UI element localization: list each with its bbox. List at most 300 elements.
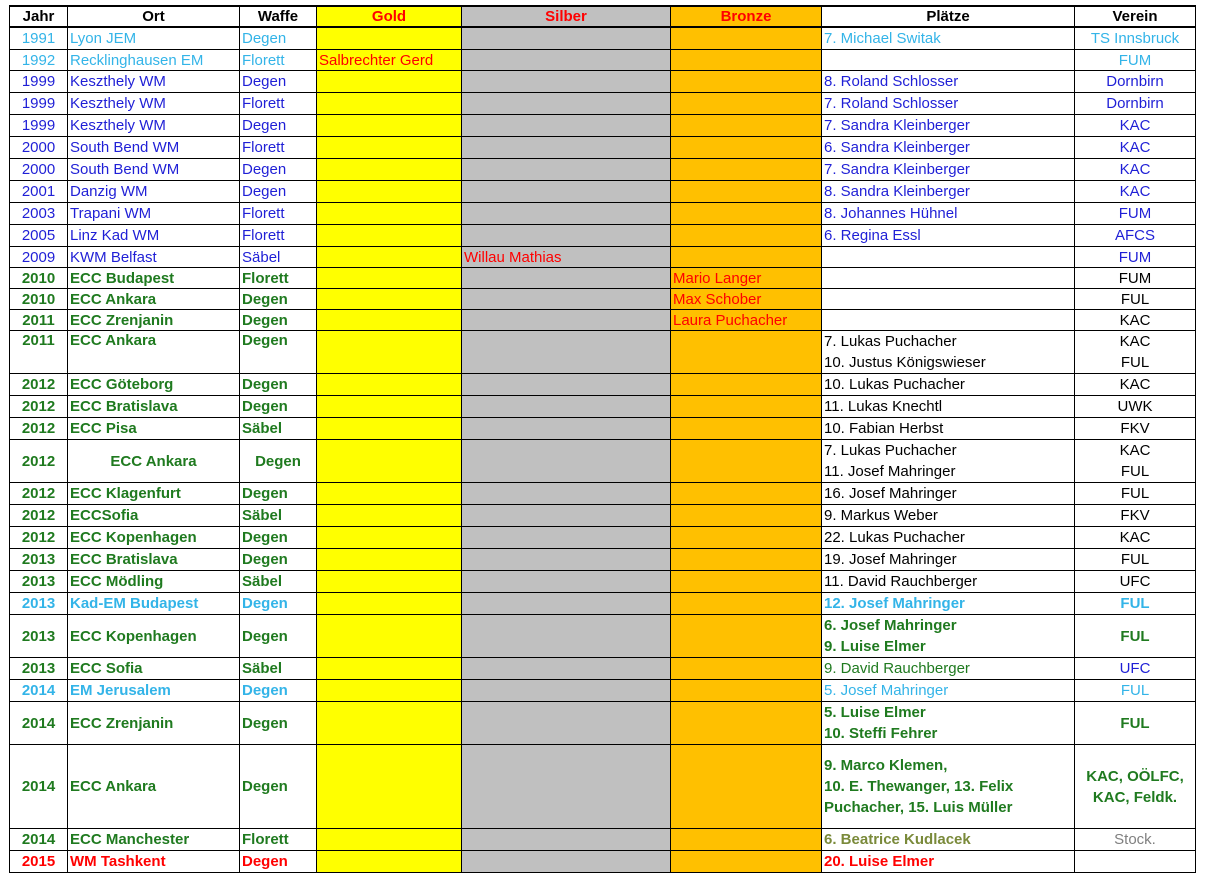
cell-bronze xyxy=(671,50,822,71)
cell-ort: ECC Zrenjanin xyxy=(68,702,240,745)
cell-verein: FUL xyxy=(1075,289,1196,310)
cell-gold xyxy=(317,289,462,310)
cell-plaetze xyxy=(822,137,1075,159)
cell-waffe: Degen xyxy=(240,27,317,50)
cell-gold xyxy=(317,851,462,873)
cell-ort: Danzig WM xyxy=(68,181,240,203)
cell-verein: UWK xyxy=(1075,396,1196,418)
plaetze-line: 10. Fabian Herbst xyxy=(824,420,944,437)
cell-plaetze xyxy=(822,159,1075,181)
cell-jahr: 2013 xyxy=(10,549,68,571)
table-row xyxy=(10,225,1196,247)
cell-bronze xyxy=(671,440,822,483)
cell-ort: Keszthely WM xyxy=(68,93,240,115)
table-row xyxy=(10,418,1196,440)
verein-line: KAC, OÖLFC, xyxy=(1086,767,1184,785)
cell-waffe: Degen xyxy=(240,289,317,310)
cell-silber xyxy=(462,27,671,50)
cell-plaetze xyxy=(822,331,1075,374)
cell-ort: ECC Sofia xyxy=(68,658,240,680)
plaetze-line: 16. Josef Mahringer xyxy=(824,485,957,502)
cell-jahr: 2005 xyxy=(10,225,68,247)
table-row xyxy=(10,527,1196,549)
cell-ort: ECC Ankara xyxy=(68,331,240,374)
table-row xyxy=(10,159,1196,181)
header-verein: Verein xyxy=(1075,6,1196,27)
cell-ort: Lyon JEM xyxy=(68,27,240,50)
cell-waffe: Säbel xyxy=(240,418,317,440)
cell-jahr: 2000 xyxy=(10,137,68,159)
cell-silber xyxy=(462,571,671,593)
cell-gold: Salbrechter Gerd xyxy=(317,50,462,71)
cell-plaetze xyxy=(822,27,1075,50)
cell-plaetze xyxy=(822,247,1075,268)
cell-verein xyxy=(1075,440,1196,483)
plaetze-line: Puchacher, 15. Luis Müller xyxy=(824,799,1013,816)
plaetze-line: 12. Josef Mahringer xyxy=(824,595,965,612)
cell-verein: FUL xyxy=(1075,593,1196,615)
cell-waffe: Florett xyxy=(240,50,317,71)
table-row xyxy=(10,331,1196,374)
cell-ort: ECC Kopenhagen xyxy=(68,615,240,658)
cell-verein xyxy=(1075,851,1196,873)
cell-bronze xyxy=(671,71,822,93)
cell-ort: ECC Bratislava xyxy=(68,396,240,418)
cell-jahr: 2013 xyxy=(10,615,68,658)
cell-waffe: Degen xyxy=(240,702,317,745)
cell-verein: Dornbirn xyxy=(1075,93,1196,115)
cell-waffe: Degen xyxy=(240,440,317,483)
cell-silber xyxy=(462,396,671,418)
plaetze-line: 6. Sandra Kleinberger xyxy=(824,139,970,156)
cell-gold xyxy=(317,702,462,745)
cell-jahr: 2010 xyxy=(10,289,68,310)
cell-verein: FKV xyxy=(1075,505,1196,527)
cell-bronze xyxy=(671,483,822,505)
header-ort: Ort xyxy=(68,6,240,27)
cell-waffe: Florett xyxy=(240,225,317,247)
table-row xyxy=(10,549,1196,571)
cell-ort: Kad-EM Budapest xyxy=(68,593,240,615)
cell-waffe: Säbel xyxy=(240,658,317,680)
plaetze-line: 7. Sandra Kleinberger xyxy=(824,161,970,178)
table-row xyxy=(10,440,1196,483)
cell-silber xyxy=(462,331,671,374)
cell-gold xyxy=(317,115,462,137)
cell-verein: FUL xyxy=(1075,483,1196,505)
table-row xyxy=(10,593,1196,615)
verein-line: KAC xyxy=(1119,333,1151,350)
cell-gold xyxy=(317,615,462,658)
cell-gold xyxy=(317,137,462,159)
cell-ort: ECC Manchester xyxy=(68,829,240,851)
plaetze-line: 10. E. Thewanger, 13. Felix xyxy=(824,778,1014,795)
cell-jahr: 2012 xyxy=(10,418,68,440)
cell-plaetze xyxy=(822,374,1075,396)
plaetze-line: 9. Markus Weber xyxy=(824,507,938,524)
verein-line: KAC, Feldk. xyxy=(1092,788,1178,806)
cell-verein: KAC xyxy=(1075,159,1196,181)
cell-verein: FUL xyxy=(1075,702,1196,745)
cell-verein: FUM xyxy=(1075,268,1196,289)
plaetze-line: 7. Roland Schlosser xyxy=(824,95,959,112)
cell-bronze: Laura Puchacher xyxy=(671,310,822,331)
cell-ort: Linz Kad WM xyxy=(68,225,240,247)
cell-waffe: Degen xyxy=(240,549,317,571)
cell-silber xyxy=(462,702,671,745)
cell-verein: FUM xyxy=(1075,203,1196,225)
cell-gold xyxy=(317,93,462,115)
cell-plaetze xyxy=(822,483,1075,505)
cell-ort: ECC Ankara xyxy=(68,289,240,310)
table-row xyxy=(10,483,1196,505)
cell-gold xyxy=(317,225,462,247)
cell-jahr: 2000 xyxy=(10,159,68,181)
cell-silber xyxy=(462,593,671,615)
cell-silber xyxy=(462,829,671,851)
cell-plaetze xyxy=(822,115,1075,137)
cell-bronze xyxy=(671,851,822,873)
cell-ort: ECC Ankara xyxy=(68,440,240,483)
cell-plaetze xyxy=(822,658,1075,680)
cell-bronze xyxy=(671,418,822,440)
cell-bronze xyxy=(671,571,822,593)
cell-silber xyxy=(462,527,671,549)
table-row xyxy=(10,615,1196,658)
cell-plaetze xyxy=(822,680,1075,702)
cell-jahr: 2012 xyxy=(10,440,68,483)
cell-ort: ECC Budapest xyxy=(68,268,240,289)
plaetze-line: 5. Luise Elmer xyxy=(824,704,926,721)
table-row xyxy=(10,137,1196,159)
cell-ort: EM Jerusalem xyxy=(68,680,240,702)
cell-gold xyxy=(317,71,462,93)
table-row xyxy=(10,71,1196,93)
cell-jahr: 2013 xyxy=(10,571,68,593)
cell-gold xyxy=(317,571,462,593)
cell-bronze xyxy=(671,658,822,680)
plaetze-line: 19. Josef Mahringer xyxy=(824,551,957,568)
cell-bronze xyxy=(671,181,822,203)
table-row xyxy=(10,93,1196,115)
header-row xyxy=(10,6,1196,27)
cell-bronze xyxy=(671,680,822,702)
cell-plaetze xyxy=(822,851,1075,873)
cell-plaetze xyxy=(822,702,1075,745)
cell-bronze xyxy=(671,247,822,268)
cell-waffe: Florett xyxy=(240,268,317,289)
plaetze-line: 10. Lukas Puchacher xyxy=(824,376,965,393)
plaetze-line: 6. Josef Mahringer xyxy=(824,617,957,634)
header-gold: Gold xyxy=(317,6,462,27)
plaetze-line: 22. Lukas Puchacher xyxy=(824,529,965,546)
table-row xyxy=(10,396,1196,418)
cell-waffe: Degen xyxy=(240,159,317,181)
cell-waffe: Degen xyxy=(240,745,317,829)
cell-jahr: 2012 xyxy=(10,527,68,549)
table-row xyxy=(10,203,1196,225)
cell-waffe: Degen xyxy=(240,181,317,203)
cell-gold xyxy=(317,593,462,615)
cell-plaetze xyxy=(822,203,1075,225)
cell-jahr: 2001 xyxy=(10,181,68,203)
cell-plaetze xyxy=(822,745,1075,829)
cell-ort: Recklinghausen EM xyxy=(68,50,240,71)
cell-silber xyxy=(462,505,671,527)
cell-plaetze xyxy=(822,505,1075,527)
cell-waffe: Florett xyxy=(240,137,317,159)
cell-ort: ECC Klagenfurt xyxy=(68,483,240,505)
cell-gold xyxy=(317,483,462,505)
cell-bronze xyxy=(671,549,822,571)
cell-bronze xyxy=(671,505,822,527)
cell-waffe: Degen xyxy=(240,310,317,331)
cell-ort: ECCSofia xyxy=(68,505,240,527)
cell-verein: FUL xyxy=(1075,549,1196,571)
cell-silber xyxy=(462,851,671,873)
table-row xyxy=(10,702,1196,745)
cell-ort: ECC Bratislava xyxy=(68,549,240,571)
cell-silber xyxy=(462,680,671,702)
cell-plaetze xyxy=(822,225,1075,247)
plaetze-line: 8. Roland Schlosser xyxy=(824,73,959,90)
cell-verein: Dornbirn xyxy=(1075,71,1196,93)
cell-silber xyxy=(462,268,671,289)
cell-ort: Keszthely WM xyxy=(68,71,240,93)
cell-silber xyxy=(462,225,671,247)
cell-plaetze xyxy=(822,440,1075,483)
cell-bronze xyxy=(671,527,822,549)
cell-gold xyxy=(317,549,462,571)
cell-ort: South Bend WM xyxy=(68,159,240,181)
cell-ort: ECC Kopenhagen xyxy=(68,527,240,549)
cell-waffe: Florett xyxy=(240,829,317,851)
cell-jahr: 2012 xyxy=(10,505,68,527)
cell-gold xyxy=(317,159,462,181)
table-row xyxy=(10,50,1196,71)
cell-verein xyxy=(1075,331,1196,374)
cell-silber xyxy=(462,483,671,505)
cell-gold xyxy=(317,181,462,203)
cell-ort: ECC Göteborg xyxy=(68,374,240,396)
cell-plaetze xyxy=(822,593,1075,615)
plaetze-line: 7. Michael Switak xyxy=(824,30,941,47)
cell-verein: KAC xyxy=(1075,181,1196,203)
verein-line: FUL xyxy=(1120,354,1150,371)
cell-silber xyxy=(462,71,671,93)
cell-verein: FUM xyxy=(1075,247,1196,268)
cell-bronze xyxy=(671,745,822,829)
cell-verein: AFCS xyxy=(1075,225,1196,247)
plaetze-line: 7. Sandra Kleinberger xyxy=(824,117,970,134)
cell-bronze xyxy=(671,115,822,137)
cell-jahr: 2012 xyxy=(10,396,68,418)
table-row xyxy=(10,571,1196,593)
cell-gold xyxy=(317,527,462,549)
cell-jahr: 2013 xyxy=(10,593,68,615)
header-plaetze: Plätze xyxy=(822,6,1075,27)
cell-bronze xyxy=(671,159,822,181)
header-bronze: Bronze xyxy=(671,6,822,27)
cell-gold xyxy=(317,745,462,829)
plaetze-line: 10. Justus Königswieser xyxy=(824,354,986,371)
verein-line: KAC xyxy=(1119,442,1151,459)
cell-silber: Willau Mathias xyxy=(462,247,671,268)
table-row xyxy=(10,310,1196,331)
header-waffe: Waffe xyxy=(240,6,317,27)
table-row xyxy=(10,745,1196,829)
cell-silber xyxy=(462,203,671,225)
cell-waffe: Degen xyxy=(240,527,317,549)
plaetze-line: 6. Beatrice Kudlacek xyxy=(824,831,971,848)
cell-gold xyxy=(317,658,462,680)
cell-plaetze xyxy=(822,310,1075,331)
table-row xyxy=(10,505,1196,527)
cell-plaetze xyxy=(822,289,1075,310)
table-row xyxy=(10,851,1196,873)
cell-bronze: Mario Langer xyxy=(671,268,822,289)
cell-gold xyxy=(317,203,462,225)
cell-jahr: 2015 xyxy=(10,851,68,873)
cell-plaetze xyxy=(822,571,1075,593)
cell-jahr: 2014 xyxy=(10,745,68,829)
cell-gold xyxy=(317,829,462,851)
cell-jahr: 2014 xyxy=(10,702,68,745)
plaetze-line: 7. Lukas Puchacher xyxy=(824,442,957,459)
cell-plaetze xyxy=(822,93,1075,115)
cell-verein: KAC xyxy=(1075,137,1196,159)
cell-verein: UFC xyxy=(1075,658,1196,680)
cell-waffe: Degen xyxy=(240,115,317,137)
cell-waffe: Degen xyxy=(240,331,317,374)
table-row xyxy=(10,27,1196,50)
cell-gold xyxy=(317,27,462,50)
table-row xyxy=(10,829,1196,851)
cell-bronze xyxy=(671,137,822,159)
cell-gold xyxy=(317,247,462,268)
cell-jahr: 2009 xyxy=(10,247,68,268)
table-row xyxy=(10,247,1196,268)
cell-jahr: 2011 xyxy=(10,310,68,331)
plaetze-line: 11. David Rauchberger xyxy=(824,573,978,590)
cell-waffe: Degen xyxy=(240,483,317,505)
cell-silber xyxy=(462,115,671,137)
cell-gold xyxy=(317,268,462,289)
cell-plaetze xyxy=(822,268,1075,289)
cell-verein: UFC xyxy=(1075,571,1196,593)
plaetze-line: 7. Lukas Puchacher xyxy=(824,333,957,350)
cell-bronze xyxy=(671,203,822,225)
cell-gold xyxy=(317,310,462,331)
cell-verein: KAC xyxy=(1075,527,1196,549)
header-silber: Silber xyxy=(462,6,671,27)
cell-jahr: 2012 xyxy=(10,374,68,396)
cell-jahr: 1999 xyxy=(10,115,68,137)
cell-verein: FUM xyxy=(1075,50,1196,71)
cell-plaetze xyxy=(822,396,1075,418)
cell-plaetze xyxy=(822,418,1075,440)
cell-bronze xyxy=(671,27,822,50)
cell-waffe: Degen xyxy=(240,615,317,658)
cell-plaetze xyxy=(822,615,1075,658)
plaetze-line: 9. Marco Klemen, xyxy=(824,757,948,774)
cell-silber xyxy=(462,93,671,115)
cell-bronze: Max Schober xyxy=(671,289,822,310)
cell-bronze xyxy=(671,702,822,745)
cell-silber xyxy=(462,745,671,829)
table-row xyxy=(10,680,1196,702)
cell-jahr: 2013 xyxy=(10,658,68,680)
cell-verein xyxy=(1075,745,1196,829)
header-jahr: Jahr xyxy=(10,6,68,27)
cell-gold xyxy=(317,505,462,527)
cell-waffe: Säbel xyxy=(240,571,317,593)
cell-waffe: Florett xyxy=(240,203,317,225)
cell-verein: FKV xyxy=(1075,418,1196,440)
cell-waffe: Degen xyxy=(240,396,317,418)
cell-jahr: 1991 xyxy=(10,27,68,50)
cell-bronze xyxy=(671,396,822,418)
cell-silber xyxy=(462,159,671,181)
cell-plaetze xyxy=(822,71,1075,93)
cell-plaetze xyxy=(822,527,1075,549)
cell-waffe: Säbel xyxy=(240,247,317,268)
plaetze-line: 10. Steffi Fehrer xyxy=(824,725,938,742)
table-body xyxy=(10,27,1196,873)
plaetze-line: 6. Regina Essl xyxy=(824,227,921,244)
cell-jahr: 1999 xyxy=(10,71,68,93)
cell-bronze xyxy=(671,331,822,374)
cell-verein: TS Innsbruck xyxy=(1075,27,1196,50)
table-row xyxy=(10,268,1196,289)
table-row xyxy=(10,374,1196,396)
cell-plaetze xyxy=(822,549,1075,571)
cell-waffe: Degen xyxy=(240,593,317,615)
cell-gold xyxy=(317,331,462,374)
plaetze-line: 8. Johannes Hühnel xyxy=(824,205,958,222)
cell-bronze xyxy=(671,374,822,396)
cell-gold xyxy=(317,374,462,396)
cell-gold xyxy=(317,680,462,702)
cell-plaetze xyxy=(822,50,1075,71)
table-row xyxy=(10,658,1196,680)
cell-ort: ECC Ankara xyxy=(68,745,240,829)
cell-jahr: 2012 xyxy=(10,483,68,505)
cell-ort: South Bend WM xyxy=(68,137,240,159)
plaetze-line: 11. Josef Mahringer xyxy=(824,463,956,480)
cell-jahr: 1999 xyxy=(10,93,68,115)
plaetze-line: 11. Lukas Knechtl xyxy=(824,398,943,415)
plaetze-line: 8. Sandra Kleinberger xyxy=(824,183,970,200)
cell-silber xyxy=(462,137,671,159)
cell-silber xyxy=(462,310,671,331)
cell-ort: Keszthely WM xyxy=(68,115,240,137)
cell-waffe: Degen xyxy=(240,374,317,396)
cell-ort: Trapani WM xyxy=(68,203,240,225)
cell-ort: KWM Belfast xyxy=(68,247,240,268)
cell-bronze xyxy=(671,615,822,658)
cell-jahr: 2014 xyxy=(10,680,68,702)
verein-line: FUL xyxy=(1120,463,1150,480)
cell-silber xyxy=(462,549,671,571)
cell-bronze xyxy=(671,93,822,115)
plaetze-line: 20. Luise Elmer xyxy=(824,853,935,870)
cell-silber xyxy=(462,289,671,310)
cell-bronze xyxy=(671,593,822,615)
cell-silber xyxy=(462,418,671,440)
cell-silber xyxy=(462,440,671,483)
cell-gold xyxy=(317,440,462,483)
